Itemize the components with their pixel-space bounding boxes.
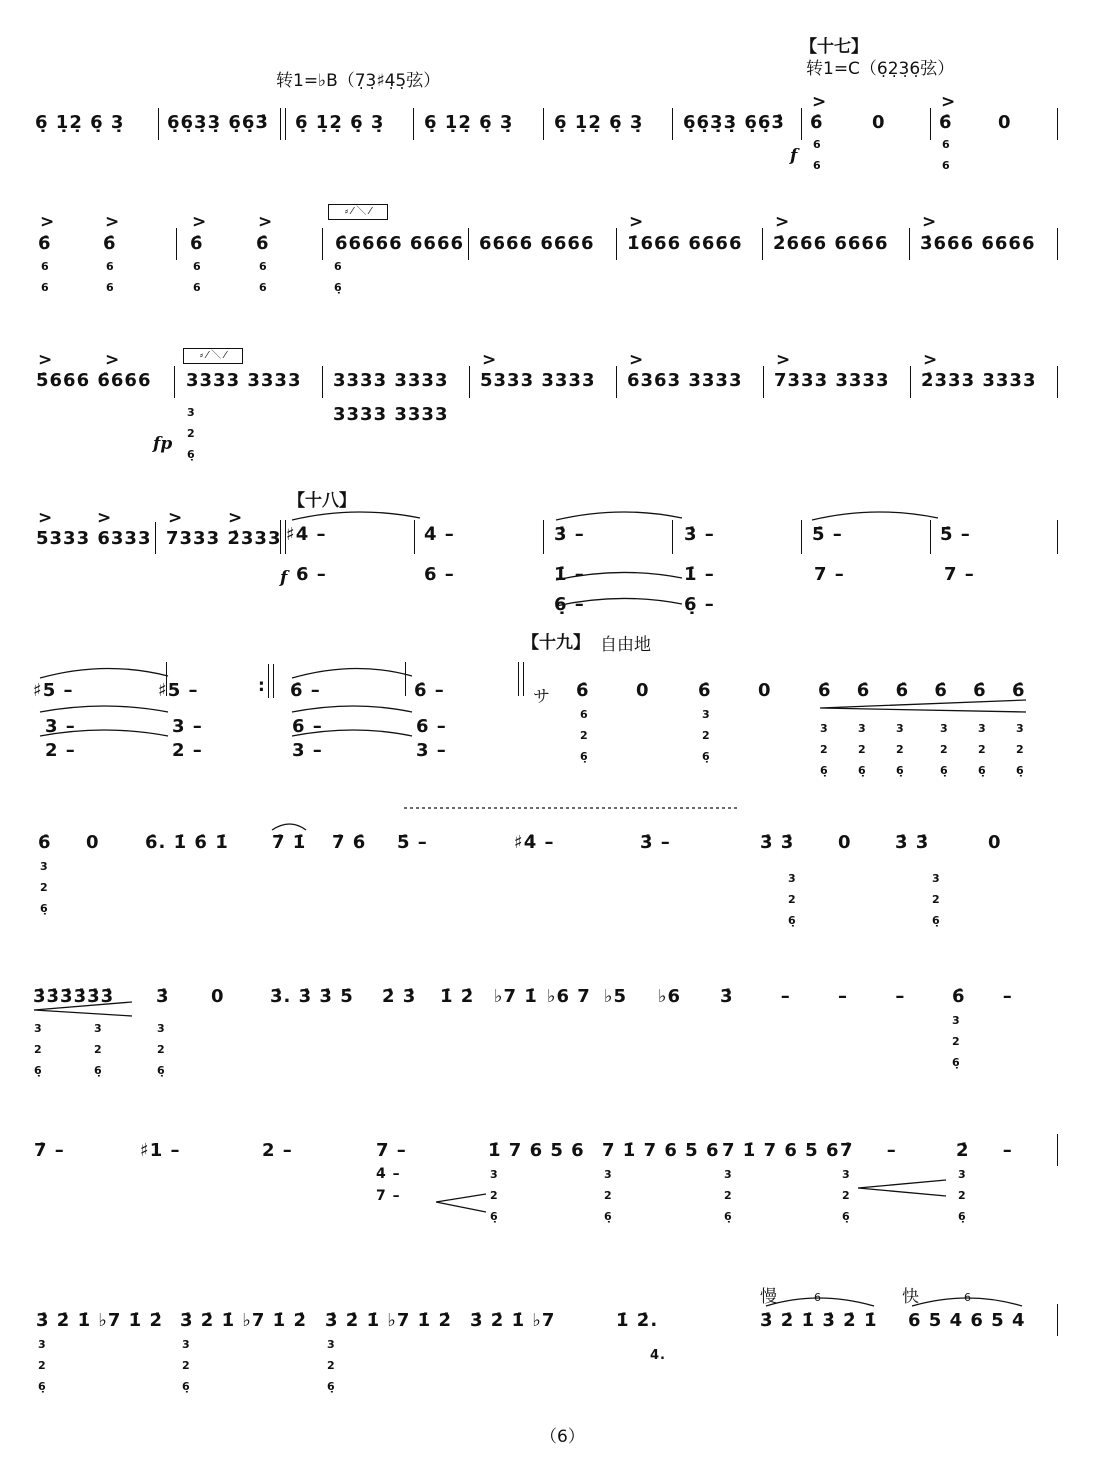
measure-7-5: 1̇ 2̇ xyxy=(440,986,475,1007)
measure-3-2: 3333 3333 xyxy=(186,370,302,391)
measure-4-4-mid: 1̇ – xyxy=(554,564,585,585)
san-mark: サ xyxy=(533,687,550,707)
measure-4-4-mid-b: 1̇ – xyxy=(684,564,715,585)
measure-1-2: 6̣6̣3̣3̣ 6̣6̣3̇ xyxy=(167,112,269,133)
measure-9-1: 3̇ 2̇ 1̇ ♭7 1̇ 2̇ xyxy=(36,1310,163,1331)
measure-7-3: 3̇. 3̇ 3̇ 5̇ xyxy=(270,986,354,1007)
measure-3-4: 5333 3333 xyxy=(480,370,596,391)
section-19-label: 【十九】 xyxy=(522,633,590,653)
measure-5-2-mid-b: 6 – xyxy=(416,716,447,737)
tremolo-box: ⸗ ⁄ ＼ ⁄ xyxy=(328,204,388,220)
measure-7-2: 3̇ xyxy=(156,986,170,1007)
page-number: （6） xyxy=(540,1427,585,1447)
measure-5-1-mid: 3 – xyxy=(45,716,76,737)
measure-5-1a: ♯5 – xyxy=(33,680,74,701)
measure-4-3a: ♯4̇ – xyxy=(286,524,327,545)
measure-4-5-low: 7 – xyxy=(814,564,845,585)
rest-fermata-2: 0 xyxy=(211,986,225,1007)
measure-8-4-low: 7 – xyxy=(376,1188,401,1204)
measure-3-3: 3333 3333 xyxy=(333,370,449,391)
measure-2-7: 1̇666 6666 xyxy=(627,233,743,254)
chord-column: 6 6 xyxy=(813,138,821,172)
measure-4-2: 7333 2̇333 xyxy=(166,528,282,549)
measure-2-2: 6̇ xyxy=(103,233,117,254)
measure-4-5a: 5̇ – xyxy=(812,524,843,545)
score-page: 转1=♭B（7̣3̣♯4̣5̣弦） 【十七】 转1=C（6̣2̣3̣6̣弦） 6̣ 1̣2̣ 6̣ 3̣ 6̣6̣3̣3̣ 6̣6̣3̇ 6̣ 1̣2̣ 6̣ 3̣ 6̣ 1̣2̣ 6̣ 3̣ 6̣ 1̣2̣ 6̣ 3̣ 6̣6̣3̣3̣ 6̣6̣3̇ > 6̇ 6 6 f 0 > 6̇ 6 6 0 > 6̇ 6 6 > 6̇ 6 6 > 6̇ 6 6 > 6̇ 6 6 ⸗ ⁄ ＼ ⁄ 6̇6666 6666 6 6̣ 6666 6666 > 1̇666 6666 > 2̇666 6666 > 3̇666 6666 > > 5̇666 6̇666 ⸗ ⁄ ＼ ⁄ 3333 3333 3 2 6̣ fp 3333 3333 3333 3333 > 5333 3333 > 6363 3333 > 7333 3333 > 2̇333 3333 【十八】 > > 5333 6333 > > 7333 2̇333 ♯4̇ – 4̇ – f 6 – 6 – 3̇ – 3̇ – 1̇ – 1̇ – 6̣ – 6̣ – 5̇ – 5̇ – 7 – 7 – 【十九】 自由地 ♯5 – ♯5 – 3 – 3 – 2 – 2 – : 6̇ – 6̇ – 6 – 6 – 3 – 3 – サ 6̇ 6 2 6̣ 0 6̇ 3 2 6̣ 0 6̇ 6̇ 6̇ 6̇ 6̇ 6̇ 3 2 6̣ 3 2 6̣ 3 2 6̣ 3 2 6̣ 3 2 6̣ 3 2 6̣ 6̇ 3 2 6̣ 0 6̇. 1̇ 6̇ 1̇ 7̇ 1̇ 7̇ 6̇ 5̇ – ♯4̇ – 3̇ – 3̇ 3̇ 3 2 6̣ 0 3̇ 3̇ 3 2 6̣ 0 3̇3̇3̇3̇3̇3̇ 3 2 6̣ 3 2 6̣ 3̇ 3 2 6̣ 0 3̇. 3̇ 3̇ 5̇ 2̇ 3̇ 1̇ 2̇ ♭7 1̇ ♭6 7 ♭5 ♭6 3̇ – – – 6̇ – 3 2 6̣ 7̇ – ♯1 – 2 – 7 – 4 – 7 – 1̇ 7 6 5 6 3 2 6̣ 7 1̇ 7 6 5 6 3 2 6̣ 7 1̇ 7 6 5 6 3 2 6̣ 7̇ – 3 2 6̣ 2̇ – 3 2 6̣ 慢 快 6 6 3̇ 2̇ 1̇ ♭7 1̇ 2̇ 3 2 6̣ 3̇ 2̇ 1̇ ♭7 1̇ 2̇ 3 2 6̣ 3̇ 2̇ 1̇ ♭7 1̇ 2̇ 3 2 6̣ 3̇ 2̇ 1̇ ♭7 1̇ 2̇. 4. 3̇ 2̇ 1̇ 3̇ 2̇ 1̇ 6 5 4 6 5 4 （6） xyxy=(0,0,1106,1480)
measure-8-2: ♯1 – xyxy=(140,1140,181,1161)
measure-1-8-note: 6̇ xyxy=(939,112,953,133)
tuplet-6-label-2: 6 xyxy=(964,1291,971,1304)
measure-2-8: 2̇666 6666 xyxy=(773,233,889,254)
measure-6-4: 7̇ 6̇ xyxy=(332,832,367,853)
measure-3-7: 2̇333 3333 xyxy=(921,370,1037,391)
measure-6-1: 6̇ xyxy=(38,832,52,853)
free-tempo-label: 自由地 xyxy=(600,635,651,655)
measure-5-2-low-b: 3 – xyxy=(416,740,447,761)
rest: 0 xyxy=(758,680,772,701)
measure-1-1: 6̣ 1̣2̣ 6̣ 3̣ xyxy=(35,112,125,133)
measure-6-9: 3̇ 3̇ xyxy=(895,832,930,853)
measure-5-2-low: 3 – xyxy=(292,740,323,761)
chord-column: 6 6 xyxy=(942,138,950,172)
measure-6-8: 3̇ 3̇ xyxy=(760,832,795,853)
measure-8-6: 7 1̇ 7 6 5 6 xyxy=(602,1140,720,1161)
measure-5-1-low: 2 – xyxy=(45,740,76,761)
rest: 0 xyxy=(988,832,1002,853)
measure-3-1: 5̇666 6̇666 xyxy=(36,370,152,391)
measure-1-3: 6̣ 1̣2̣ 6̣ 3̣ xyxy=(295,112,385,133)
measure-1-7-note: 6̇ xyxy=(810,112,824,133)
tempo-slow: 慢 xyxy=(760,1287,777,1307)
measure-4-4-low-b: 6̣ – xyxy=(684,594,715,615)
key-change-c: 转1=C（6̣2̣3̣6̣弦） xyxy=(806,59,955,79)
measure-4-4a: 3̇ – xyxy=(554,524,585,545)
rest: 0 xyxy=(838,832,852,853)
measure-7-7: ♭6 7 xyxy=(547,986,591,1007)
measure-9-3: 3̇ 2̇ 1̇ ♭7 1̇ 2̇ xyxy=(325,1310,452,1331)
section-18-label: 【十八】 xyxy=(288,491,356,511)
dynamic-fp: fp xyxy=(153,434,173,454)
measure-2-9: 3̇666 6666 xyxy=(920,233,1036,254)
measure-3-6: 7333 3333 xyxy=(774,370,890,391)
measure-7-6: ♭7 1̇ xyxy=(494,986,538,1007)
measure-8-1: 7̇ – xyxy=(34,1140,65,1161)
measure-5-4: 6̇ xyxy=(698,680,712,701)
measure-4-1: 5333 6333 xyxy=(36,528,152,549)
measure-8-4: 7 – xyxy=(376,1140,407,1161)
measure-4-3-low-b: 6 – xyxy=(424,564,455,585)
measure-5-1b: ♯5 – xyxy=(158,680,199,701)
rest: 0 xyxy=(872,112,886,133)
tremolo-box-2: ⸗ ⁄ ＼ ⁄ xyxy=(183,348,243,364)
section-17-label: 【十七】 xyxy=(800,37,868,57)
measure-8-4-mid: 4 – xyxy=(376,1166,401,1182)
measure-2-5: 6̇6666 6666 xyxy=(335,233,464,254)
measure-5-5: 6̇ 6̇ 6̇ 6̇ 6̇ 6̇ xyxy=(818,680,1026,701)
measure-2-3: 6̇ xyxy=(190,233,204,254)
measure-3-3-lower: 3333 3333 xyxy=(333,404,449,425)
measure-5-2b: 6̇ – xyxy=(414,680,445,701)
measure-4-3b: 4̇ – xyxy=(424,524,455,545)
measure-7-4: 2̇ 3̇ xyxy=(382,986,417,1007)
measure-4-3-low: 6 – xyxy=(296,564,327,585)
measure-7-8: ♭5 xyxy=(604,986,628,1007)
rest: 0 xyxy=(998,112,1012,133)
rest: 0 xyxy=(636,680,650,701)
measure-7-11: 6̇ – xyxy=(952,986,1013,1007)
measure-5-3: 6̇ xyxy=(576,680,590,701)
measure-8-9: 2̇ – xyxy=(956,1140,1013,1161)
measure-1-4: 6̣ 1̣2̣ 6̣ 3̣ xyxy=(424,112,514,133)
rest-fermata: 0 xyxy=(86,832,100,853)
measure-4-5b: 5̇ – xyxy=(940,524,971,545)
measure-5-2a: 6̇ – xyxy=(290,680,321,701)
measure-9-6: 3̇ 2̇ 1̇ 3̇ 2̇ 1̇ xyxy=(760,1310,878,1331)
measure-2-1: 6̇ xyxy=(38,233,52,254)
measure-9-4: 3̇ 2̇ 1̇ ♭7 xyxy=(470,1310,556,1331)
measure-5-2-mid: 6 – xyxy=(292,716,323,737)
measure-7-10: 3̇ – – – xyxy=(720,986,906,1007)
measure-3-5: 6363 3333 xyxy=(627,370,743,391)
measure-2-6: 6666 6666 xyxy=(479,233,595,254)
measure-7-1: 3̇3̇3̇3̇3̇3̇ xyxy=(33,986,115,1007)
measure-6-7: 3̇ – xyxy=(640,832,671,853)
measure-4-4b: 3̇ – xyxy=(684,524,715,545)
measure-5-1-low-b: 2 – xyxy=(172,740,203,761)
measure-9-5: 1̇ 2̇. xyxy=(616,1310,659,1331)
measure-9-5-low: 4. xyxy=(650,1348,666,1363)
measure-1-5: 6̣ 1̣2̣ 6̣ 3̣ xyxy=(554,112,644,133)
measure-6-5: 5̇ – xyxy=(397,832,428,853)
measure-8-7: 7 1̇ 7 6 5 6 xyxy=(722,1140,840,1161)
measure-9-7: 6 5 4 6 5 4 xyxy=(908,1310,1026,1331)
measure-1-6: 6̣6̣3̣3̣ 6̣6̣3̇ xyxy=(683,112,785,133)
dynamic-f-2: f xyxy=(280,568,288,588)
tempo-fast: 快 xyxy=(902,1287,919,1307)
measure-8-3: 2 – xyxy=(262,1140,293,1161)
tuplet-6-label: 6 xyxy=(814,1291,821,1304)
measure-9-2: 3̇ 2̇ 1̇ ♭7 1̇ 2̇ xyxy=(180,1310,307,1331)
measure-4-5-low-b: 7 – xyxy=(944,564,975,585)
measure-7-9: ♭6 xyxy=(658,986,682,1007)
measure-2-4: 6̇ xyxy=(256,233,270,254)
measure-6-3: 7̇ 1̇ xyxy=(272,832,307,853)
key-change-b-flat: 转1=♭B（7̣3̣♯4̣5̣弦） xyxy=(276,71,441,91)
dynamic-f: f xyxy=(790,146,798,166)
measure-6-6: ♯4̇ – xyxy=(514,832,555,853)
measure-8-5: 1̇ 7 6 5 6 xyxy=(488,1140,585,1161)
measure-4-4-low: 6̣ – xyxy=(554,594,585,615)
measure-6-2: 6̇. 1̇ 6̇ 1̇ xyxy=(145,832,229,853)
measure-5-1-mid-b: 3 – xyxy=(172,716,203,737)
measure-8-8: 7̇ – xyxy=(840,1140,897,1161)
